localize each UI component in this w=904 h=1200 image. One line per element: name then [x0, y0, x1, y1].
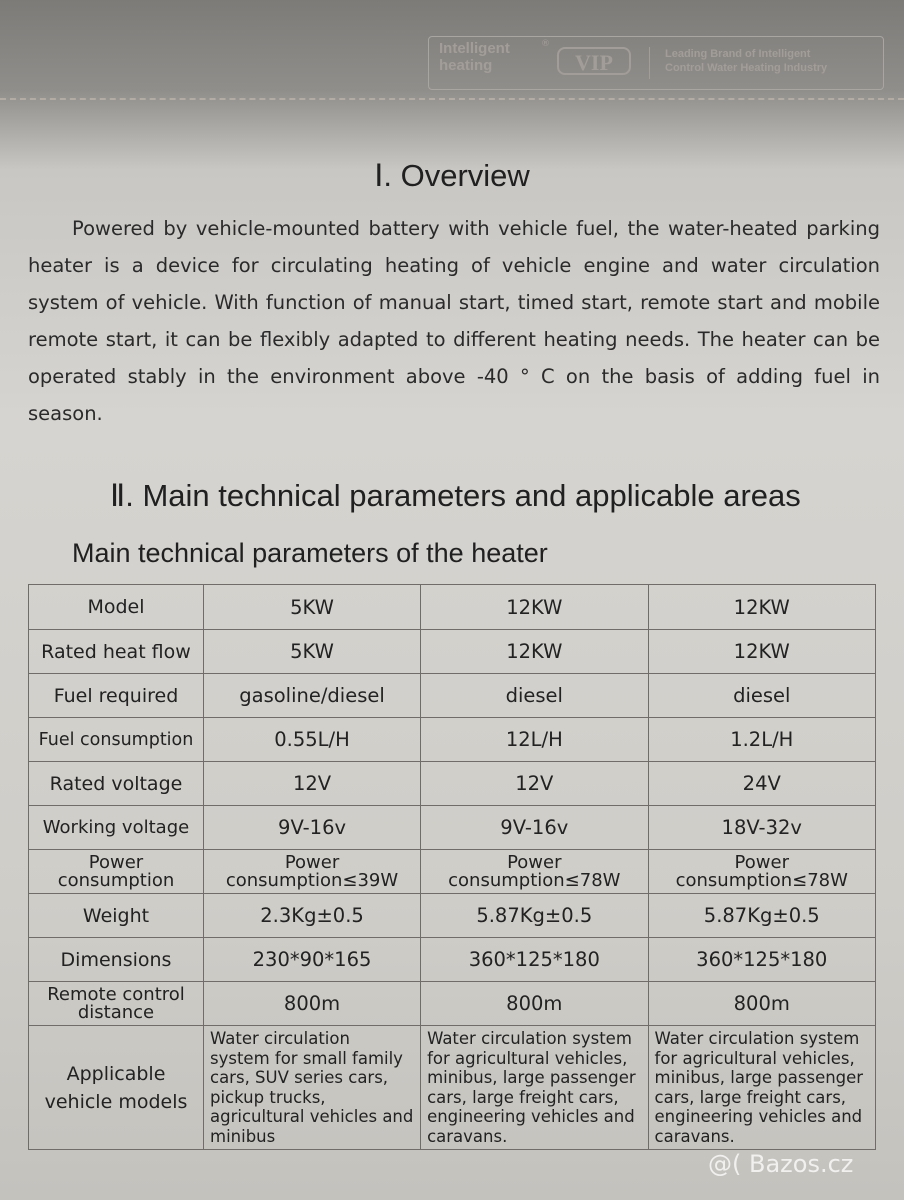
table-row — [29, 982, 876, 1026]
overview-paragraph: Powered by vehicle-mounted battery with vehicle fuel, the water-heated parking heater is a device for circulating heating of vehicle engine and water circulation system of vehicle. With function of manual start, timed start, remote start and mobile remote start, it can be flexibly adapted to different heating needs. The heater can be operated stably in the environment above -40 ° C on the basis of adding fuel in season. — [28, 217, 880, 425]
table-cell: 360*125*180 — [421, 938, 648, 982]
table-cell: Power consumption≤39W — [204, 850, 421, 894]
row-label: Weight — [29, 894, 204, 938]
table-cell: 24V — [648, 762, 875, 806]
header-rule — [0, 98, 904, 100]
table-cell: Water circulation system for agricultural vehicles, minibus, large passenger cars, large freight cars, engineering vehicles and caravans. — [421, 1026, 648, 1150]
row-label: Fuel required — [29, 674, 204, 718]
table-cell: 1.2L/H — [648, 718, 875, 762]
vip-badge: VIP — [557, 47, 631, 75]
row-label: Remote control distance — [29, 982, 204, 1026]
table-cell: Power consumption≤78W — [648, 850, 875, 894]
table-cell: 5KW — [204, 585, 421, 630]
table-cell: 5.87Kg±0.5 — [648, 894, 875, 938]
table-cell: Water circulation system for agricultural vehicles, minibus, large passenger cars, large freight cars, engineering vehicles and caravans. — [648, 1026, 875, 1150]
tagline-line-1: Leading Brand of Intelligent — [665, 48, 811, 60]
table-row — [29, 850, 876, 894]
table-row — [29, 1026, 876, 1150]
section-1-title: Ⅰ. Overview — [374, 158, 530, 193]
parameters-table — [28, 584, 876, 1150]
table-cell: 12V — [421, 762, 648, 806]
table-row — [29, 630, 876, 674]
table-cell: 9V-16v — [421, 806, 648, 850]
watermark: @( Bazos.cz — [708, 1150, 854, 1178]
header-divider — [649, 47, 650, 79]
table-cell: 0.55L/H — [204, 718, 421, 762]
row-label: Applicable vehicle models — [29, 1026, 204, 1150]
row-label: Working voltage — [29, 806, 204, 850]
table-title: Main technical parameters of the heater — [72, 538, 548, 568]
brand-line-1: Intelligent — [439, 40, 510, 57]
tagline-line-2: Control Water Heating Industry — [665, 62, 828, 74]
brand-name — [439, 40, 510, 74]
table-row — [29, 762, 876, 806]
table-cell: Water circulation system for small family cars, SUV series cars, pickup trucks, agricultural vehicles and minibus — [204, 1026, 421, 1150]
section-2-title: Ⅱ. Main technical parameters and applicable areas — [110, 478, 801, 513]
overview-text — [28, 210, 880, 432]
table-cell: 800m — [648, 982, 875, 1026]
table-cell: 12KW — [421, 630, 648, 674]
table-cell: 12V — [204, 762, 421, 806]
table-cell: 12KW — [648, 630, 875, 674]
brand-header — [428, 36, 884, 90]
row-label: Fuel consumption — [29, 718, 204, 762]
row-label: Model — [29, 585, 204, 630]
table-cell: Power consumption≤78W — [421, 850, 648, 894]
table-cell: 12KW — [648, 585, 875, 630]
table-row — [29, 938, 876, 982]
table-cell: 18V-32v — [648, 806, 875, 850]
table-cell: 230*90*165 — [204, 938, 421, 982]
table-row — [29, 894, 876, 938]
table-cell: gasoline/diesel — [204, 674, 421, 718]
row-label: Rated voltage — [29, 762, 204, 806]
registered-mark: ® — [541, 39, 550, 49]
table-row — [29, 806, 876, 850]
table-cell: diesel — [648, 674, 875, 718]
table-cell: 12KW — [421, 585, 648, 630]
table-cell: 5KW — [204, 630, 421, 674]
table-row — [29, 718, 876, 762]
table-cell: 2.3Kg±0.5 — [204, 894, 421, 938]
table-cell: 360*125*180 — [648, 938, 875, 982]
row-label: Power consumption — [29, 850, 204, 894]
table-cell: diesel — [421, 674, 648, 718]
row-label: Rated heat flow — [29, 630, 204, 674]
table-row — [29, 674, 876, 718]
table-cell: 9V-16v — [204, 806, 421, 850]
table-cell: 800m — [204, 982, 421, 1026]
table-cell: 12L/H — [421, 718, 648, 762]
row-label: Dimensions — [29, 938, 204, 982]
table-cell: 5.87Kg±0.5 — [421, 894, 648, 938]
table-row — [29, 585, 876, 630]
brand-tagline — [665, 47, 827, 75]
table-cell: 800m — [421, 982, 648, 1026]
brand-line-2: heating — [439, 57, 493, 74]
